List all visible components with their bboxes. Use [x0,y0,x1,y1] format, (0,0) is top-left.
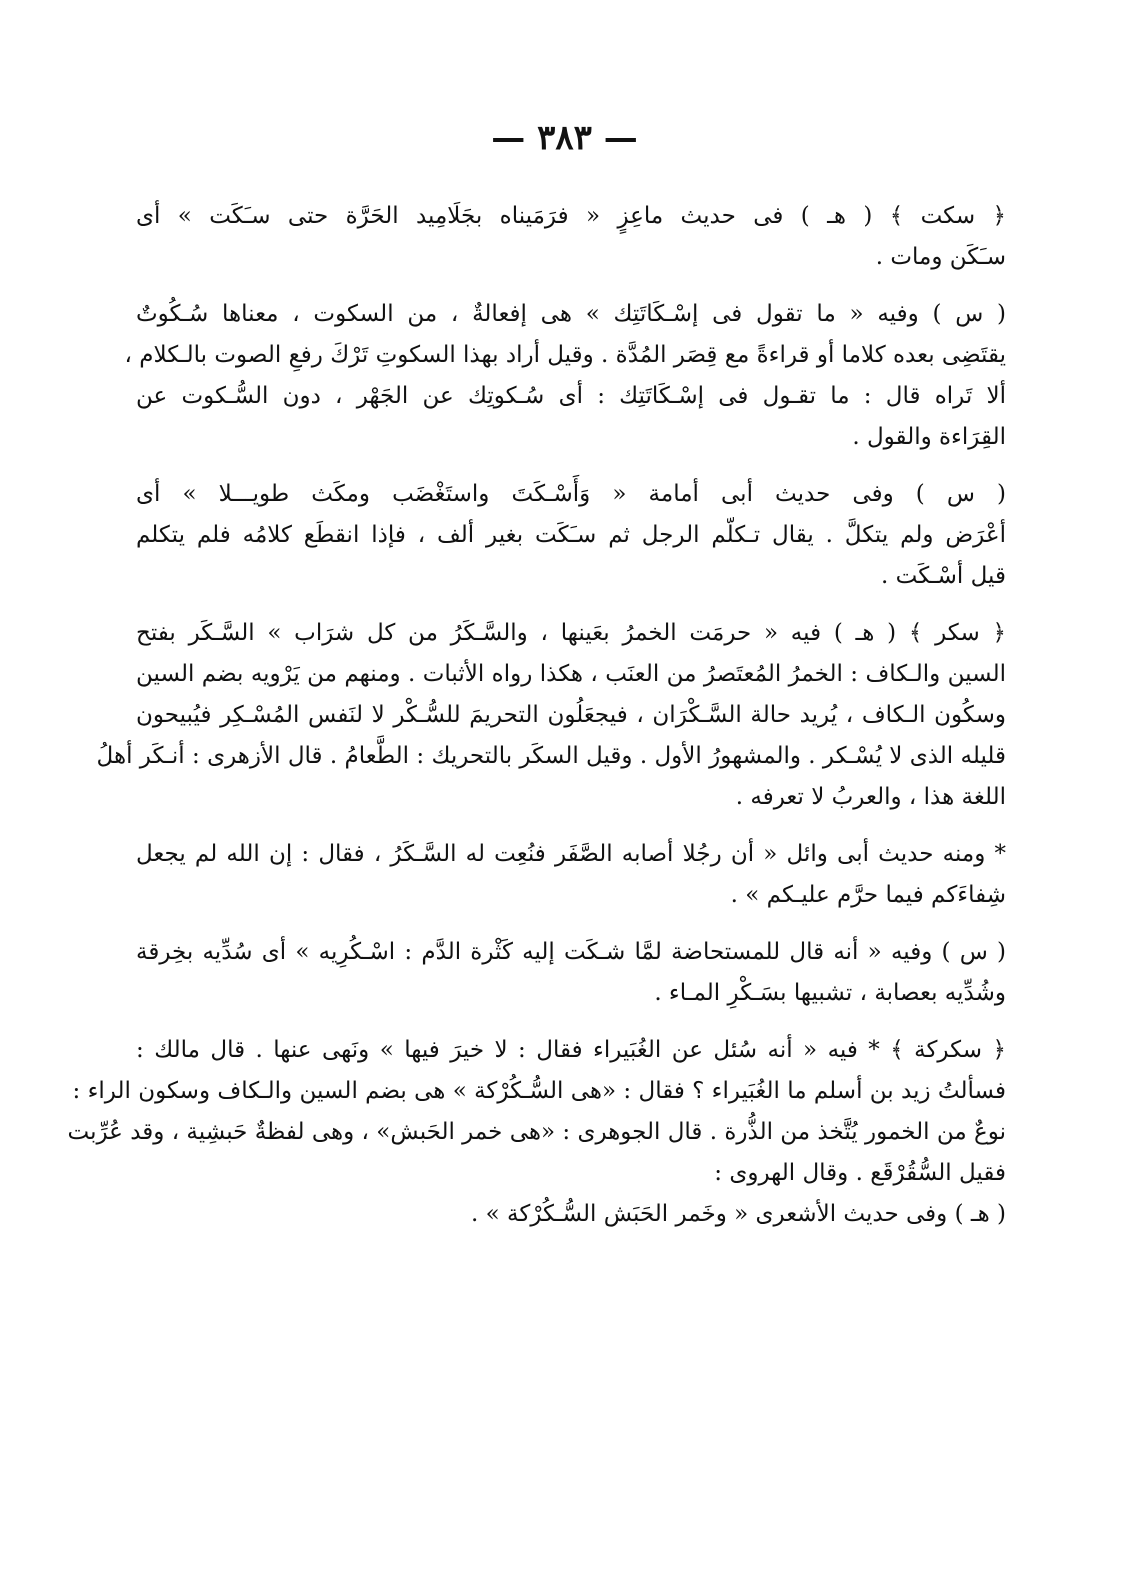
text-line: ( س ) وفى حديث أبى أمامة « وَأَسْـكَتَ واستَغْضَب ومكَث طويـــلا » أى [136,481,1006,507]
entry-abu-umama [136,474,1006,597]
entry-sukurka [67,1030,1006,1235]
text-line: ألا تَراه قال : ما تقـول فى إسْـكَاتَتِك : أى سُـكوتِك عن الجَهْر ، دون السُّـكوت عن [136,383,1006,409]
text-line: ( س ) وفيه « ما تقول فى إسْـكَاتَتِك » هى إفعالةٌ ، من السكوت ، معناها سُـكُوتٌ [136,301,1006,327]
text-line: سـَكَن ومات . [875,244,1006,270]
text-line: قيل أسْـكَت . [881,563,1006,589]
text-line: أعْرَض ولم يتكلَّ . يقال تـكلّم الرجل ثم سـَكَت بغير ألف ، فإذا انقطَع كلامُه فلم يتكلم [136,522,1006,548]
entry-sakar [96,613,1006,818]
text-line: ﴿ سكر ﴾ ( هـ ) فيه « حرمَت الخمرُ بعَينها ، والسَّـكَرُ من كل شرَاب » السَّـكَر بفتح [136,620,1006,646]
entry-sakata [136,196,1006,278]
text-line: فسألتُ زيد بن أسلم ما الغُبَيراء ؟ فقال : «هى السُّـكُرْكة » هى بضم السين والـكاف وسكون الراء : [72,1078,1006,1104]
text-line: وشُدِّيه بعصابة ، تشبيها بسَـكْرِ المـاء . [654,980,1006,1006]
text-line: وسكُون الـكاف ، يُريد حالة السَّـكْرَان ، فيجعَلُون التحريمَ للسُّـكْر لا لنَفس المُسْـكِر فيُبيحون [136,702,1006,728]
entry-iskatatik [124,294,1006,458]
text-line: ﴿ سكركة ﴾ * فيه « أنه سُئل عن الغُبَيراء فقال : لا خيرَ فيها » ونَهى عنها . قال مالك : [136,1037,1006,1063]
text-line: القِرَاءة والقول . [852,424,1006,450]
text-line: اللغة هذا ، والعربُ لا تعرفه . [735,784,1006,810]
text-body [67,196,1006,1251]
text-line: ﴿ سكت ﴾ ( هـ ) فى حديث ماعِزٍ « فرَمَيناه بجَلَامِيد الحَرَّة حتى سـَكَت » أى [136,203,1006,229]
text-line: ( هـ ) وفى حديث الأشعرى « وخَمر الحَبَش السُّـكُرْكة » . [471,1201,1006,1227]
text-line: فقيل السُّقُرْقَع . وقال الهروى : [714,1160,1006,1186]
text-line: يقتَضِى بعده كلاما أو قراءةً مع قِصَر المُدَّة . وقيل أراد بهذا السكوتِ تَرْكَ رفعِ الصوت بالـكلام ، [124,342,1006,368]
text-line: * ومنه حديث أبى وائل « أن رجُلا أصابه الصَّفَر فنُعِت له السَّـكَرُ ، فقال : إن الله لم يجعل [136,841,1006,867]
text-line: السين والـكاف : الخمرُ المُعتَصرُ من العنَب ، هكذا رواه الأثبات . ومنهم من يَرْويه بضم السين [136,661,1006,687]
text-line: شِفاءَكم فيما حرَّم عليـكم » . [730,882,1006,908]
text-line: ( س ) وفيه « أنه قال للمستحاضة لمَّا شـكَت إليه كَثْرة الدَّم : اسْـكُرِيه » أى سُدِّيه بخِرقة [136,939,1006,965]
page-number: — ٣٨٣ — [491,118,638,158]
text-line: نوعٌ من الخمور يُتَّخذ من الذُّرة . قال الجوهرى : «هى خمر الحَبش» ، وهى لفظةٌ حَبشِية ، وقد عُرِّبت [67,1119,1006,1145]
entry-abu-wail [136,834,1006,916]
entry-mustahada [136,932,1006,1014]
text-line: قليله الذى لا يُسْـكر . والمشهورُ الأول . وقيل السكَر بالتحريك : الطَّعامُ . قال الأزهرى : أنـكَر أهلُ [96,743,1006,769]
